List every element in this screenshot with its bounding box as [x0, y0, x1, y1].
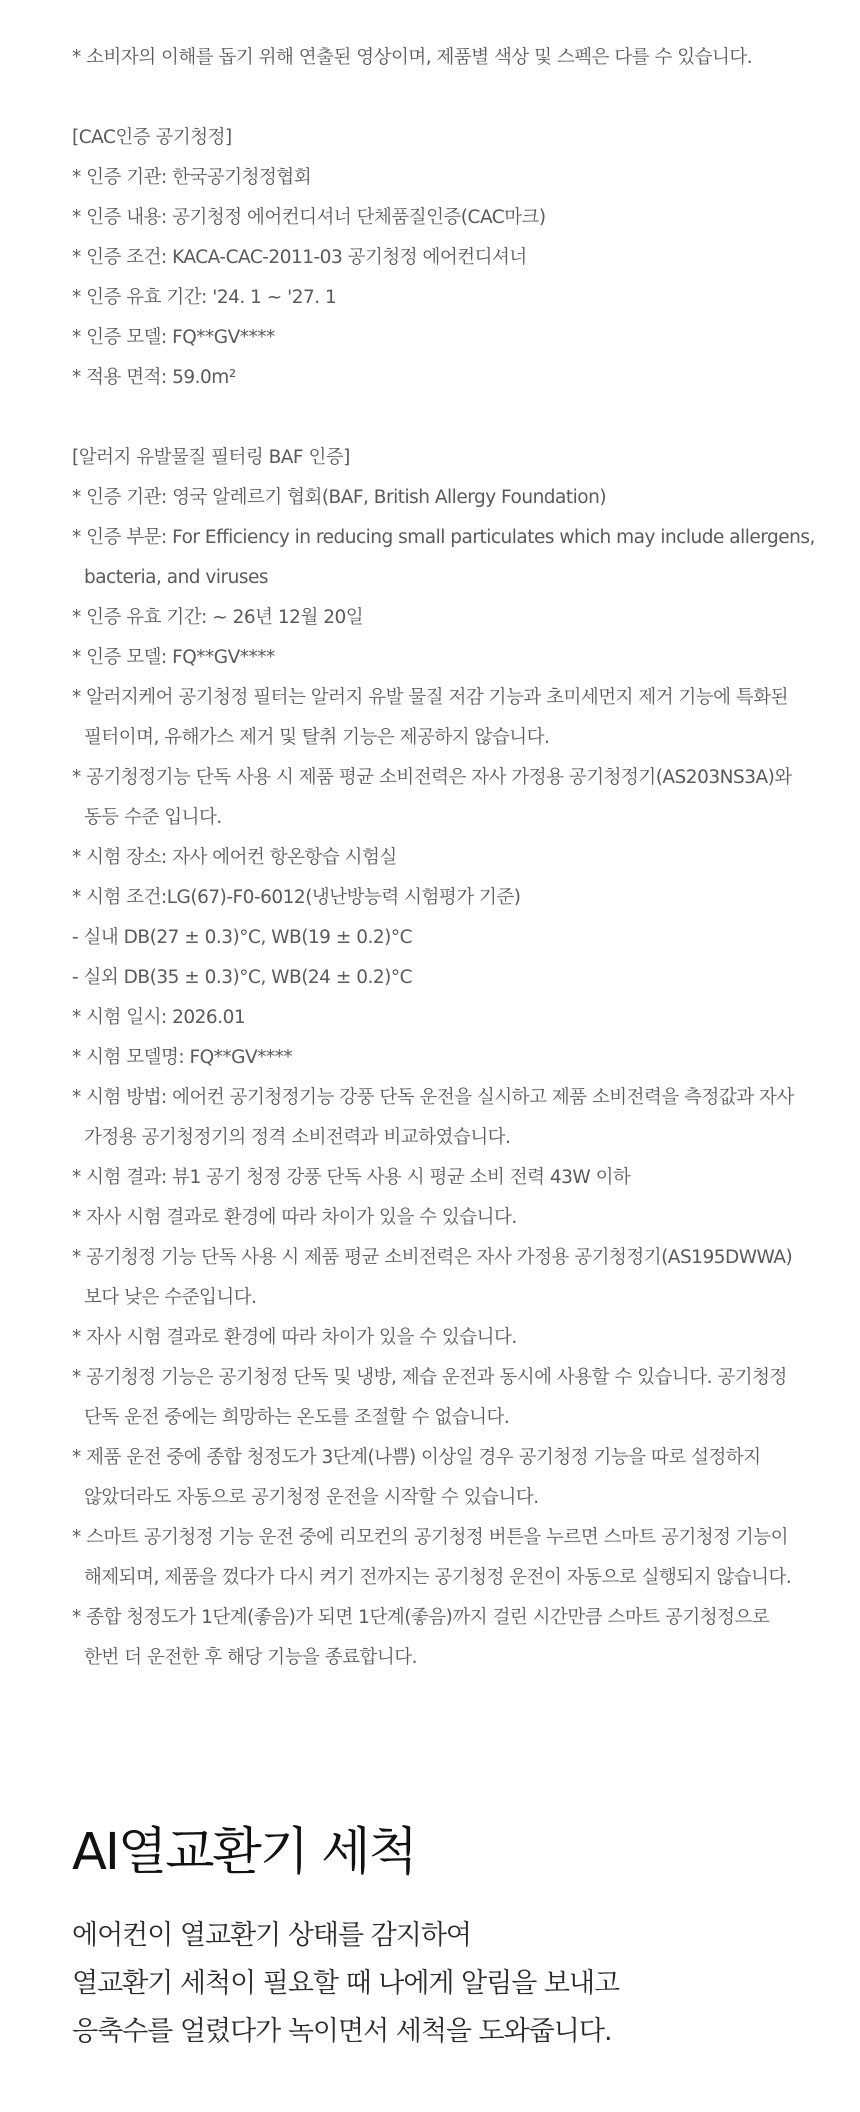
section-description-line: 응축수를 얼렸다가 녹이면서 세척을 도와줍니다. — [72, 2016, 612, 2047]
note-line: - 실내 DB(27 ± 0.3)°C, WB(19 ± 0.2)°C — [72, 927, 413, 948]
note-line: 단독 운전 중에는 희망하는 온도를 조절할 수 없습니다. — [84, 1407, 510, 1428]
note-line: * 종합 청정도가 1단계(좋음)가 되면 1단계(좋음)까지 걸린 시간만큼 스마트 공기청정으로 — [72, 1607, 770, 1628]
note-line: * 시험 모델명: FQ**GV**** — [72, 1047, 293, 1068]
note-line: * 스마트 공기청정 기능 운전 중에 리모컨의 공기청정 버튼을 누르면 스마트 공기청정 기능이 — [72, 1527, 789, 1548]
section-description-line: 에어컨이 열교환기 상태를 감지하여 — [72, 1920, 471, 1951]
note-line: * 소비자의 이해를 돕기 위해 연출된 영상이며, 제품별 색상 및 스펙은 다를 수 있습니다. — [72, 47, 753, 68]
note-line: * 시험 결과: 뷰1 공기 청정 강풍 단독 사용 시 평균 소비 전력 43W 이하 — [72, 1167, 631, 1188]
note-line: 보다 낮은 수준입니다. — [84, 1287, 257, 1308]
note-line: * 인증 유효 기간: '24. 1 ~ '27. 1 — [72, 287, 337, 308]
note-line: * 인증 내용: 공기청정 에어컨디셔너 단체품질인증(CAC마크) — [72, 207, 546, 228]
note-line: * 인증 모델: FQ**GV**** — [72, 327, 275, 348]
note-line: * 공기청정 기능 단독 사용 시 제품 평균 소비전력은 자사 가정용 공기청정기(AS195DWWA) — [72, 1247, 793, 1268]
note-line: * 자사 시험 결과로 환경에 따라 차이가 있을 수 있습니다. — [72, 1207, 517, 1228]
section-description — [72, 1912, 812, 2056]
disclaimer-notes — [72, 38, 815, 1678]
note-line: * 인증 부문: For Efficiency in reducing small particulates which may include allergens, — [72, 527, 815, 548]
note-line: * 제품 운전 중에 종합 청정도가 3단계(나쁨) 이상일 경우 공기청정 기능을 따로 설정하지 — [72, 1447, 761, 1468]
note-line: * 인증 조건: KACA-CAC-2011-03 공기청정 에어컨디셔너 — [72, 247, 527, 268]
note-line: * 시험 장소: 자사 에어컨 항온항습 시험실 — [72, 847, 397, 868]
note-line: * 자사 시험 결과로 환경에 따라 차이가 있을 수 있습니다. — [72, 1327, 517, 1348]
note-line: * 시험 방법: 에어컨 공기청정기능 강풍 단독 운전을 실시하고 제품 소비전력을 측정값과 자사 — [72, 1087, 794, 1108]
note-line: bacteria, and viruses — [84, 567, 268, 588]
note-line: 동등 수준 입니다. — [84, 807, 222, 828]
note-line: * 시험 조건:LG(67)-F0-6012(냉난방능력 시험평가 기준) — [72, 887, 521, 908]
note-line: * 인증 유효 기간: ~ 26년 12월 20일 — [72, 607, 364, 628]
blank-line — [72, 78, 812, 118]
note-line: 않았더라도 자동으로 공기청정 운전을 시작할 수 있습니다. — [84, 1487, 539, 1508]
note-line: * 인증 기관: 영국 알레르기 협회(BAF, British Allergy Foundation) — [72, 487, 607, 508]
note-line: 한번 더 운전한 후 해당 기능을 종료합니다. — [84, 1647, 417, 1668]
note-line: 필터이며, 유해가스 제거 및 탈취 기능은 제공하지 않습니다. — [84, 727, 550, 748]
note-line: * 인증 기관: 한국공기청정협회 — [72, 167, 312, 188]
section-title: AI열교환기 세척 — [72, 1823, 416, 1882]
note-line: 해제되며, 제품을 껐다가 다시 켜기 전까지는 공기청정 운전이 자동으로 실행되지 않습니다. — [84, 1567, 792, 1588]
note-line: * 인증 모델: FQ**GV**** — [72, 647, 275, 668]
note-line: * 공기청정기능 단독 사용 시 제품 평균 소비전력은 자사 가정용 공기청정기(AS203NS3A)와 — [72, 767, 792, 788]
feature-section-heat-exchanger-cleaning — [72, 1820, 812, 2056]
note-line: - 실외 DB(35 ± 0.3)°C, WB(24 ± 0.2)°C — [72, 967, 413, 988]
blank-line — [72, 398, 812, 438]
note-line: * 알러지케어 공기청정 필터는 알러지 유발 물질 저감 기능과 초미세먼지 제거 기능에 특화된 — [72, 687, 789, 708]
note-line: * 시험 일시: 2026.01 — [72, 1007, 246, 1028]
section-description-line: 열교환기 세척이 필요할 때 나에게 알림을 보내고 — [72, 1968, 620, 1999]
note-line: * 적용 면적: 59.0m² — [72, 367, 236, 388]
note-heading: [알러지 유발물질 필터링 BAF 인증] — [72, 447, 350, 468]
note-line: * 공기청정 기능은 공기청정 단독 및 냉방, 제습 운전과 동시에 사용할 수 있습니다. 공기청정 — [72, 1367, 787, 1388]
note-heading: [CAC인증 공기청정] — [72, 127, 232, 148]
note-line: 가정용 공기청정기의 정격 소비전력과 비교하였습니다. — [84, 1127, 511, 1148]
